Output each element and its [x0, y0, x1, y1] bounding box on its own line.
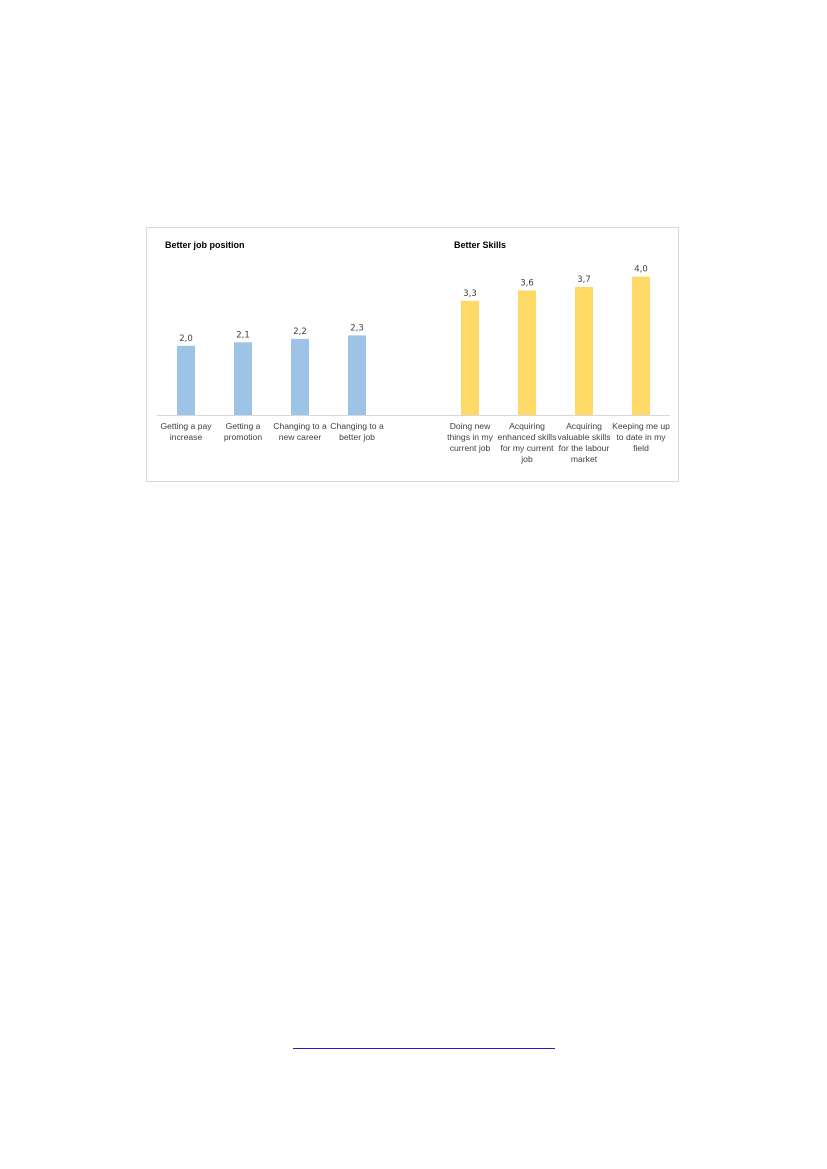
x-tick-label: Acquiring enhanced skills for my current job [497, 421, 557, 464]
x-tick-label: Changing to a new career [273, 421, 327, 442]
data-label: 4,0 [634, 264, 648, 275]
data-label: 3,7 [577, 274, 591, 285]
bar [291, 339, 309, 415]
x-tick-label: Keeping me up to date in my field [612, 421, 670, 453]
data-label: 3,3 [463, 288, 477, 299]
group-title-better-skills: Better Skills [454, 240, 507, 250]
data-label: 2,0 [179, 333, 193, 344]
x-tick-label: Doing new things in my current job [447, 421, 493, 453]
footnote-separator [293, 1048, 555, 1049]
x-tick-label: Changing to a better job [330, 421, 384, 442]
bar [518, 290, 536, 415]
data-label: 2,1 [236, 330, 250, 341]
x-tick-label: Getting a pay increase [160, 421, 212, 442]
bar [461, 301, 479, 415]
chart-frame [146, 227, 679, 482]
bar [348, 335, 366, 415]
data-label: 2,3 [350, 323, 364, 334]
x-tick-label: Getting a promotion [223, 421, 263, 442]
bar [234, 342, 252, 415]
data-label: 3,6 [520, 278, 534, 289]
x-tick-label: Acquiring valuable skills for the labour market [557, 421, 611, 464]
bar [177, 346, 195, 415]
bar [632, 277, 650, 415]
data-label: 2,2 [293, 326, 307, 337]
group-title-better-job-position: Better job position [165, 240, 245, 250]
bar [575, 287, 593, 415]
